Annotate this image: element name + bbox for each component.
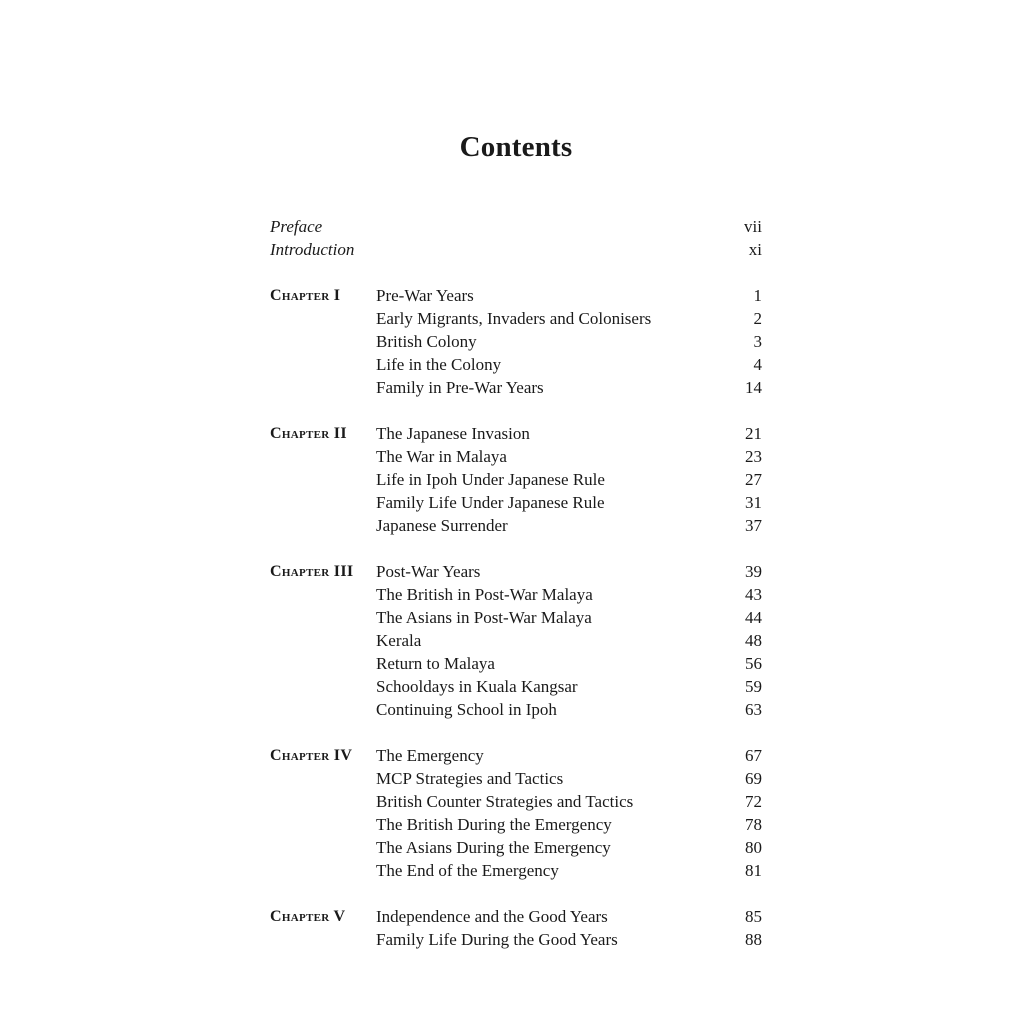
toc-row (270, 744, 762, 767)
toc-page-number: 56 (745, 654, 762, 673)
toc-row (270, 583, 762, 606)
toc-entry-title: The Asians in Post-War Malaya (376, 608, 592, 627)
chapter-label: Chapter IV (270, 747, 353, 764)
toc-row (270, 445, 762, 468)
toc-page-number: 2 (753, 309, 762, 328)
toc-front-label: Introduction (270, 240, 355, 259)
toc-row (270, 836, 762, 859)
toc-row (270, 859, 762, 882)
toc-page-number: 81 (745, 861, 762, 880)
toc-page-number: 23 (745, 447, 762, 466)
toc-row (270, 307, 762, 330)
toc-page-number: 37 (745, 516, 762, 535)
toc-page-number: xi (748, 240, 762, 259)
page-title: Contents (459, 131, 573, 163)
toc-entry-title: British Colony (376, 332, 477, 351)
toc-row (270, 353, 762, 376)
toc-page-number: 88 (745, 930, 762, 949)
table-of-contents (270, 215, 762, 951)
toc-page-number: 67 (745, 746, 762, 765)
toc-page-number: 14 (745, 378, 762, 397)
toc-row (270, 330, 762, 353)
toc-entry-title: The Japanese Invasion (376, 424, 530, 443)
toc-page-number: 69 (745, 769, 762, 788)
toc-entry-title: Family Life During the Good Years (376, 930, 618, 949)
toc-page-number: 39 (745, 562, 762, 581)
toc-page-number: 3 (753, 332, 762, 351)
toc-row (270, 491, 762, 514)
toc-page-number: 27 (745, 470, 762, 489)
toc-page-number: 78 (745, 815, 762, 834)
toc-entry-title: Family in Pre-War Years (376, 378, 544, 397)
toc-page-number: 31 (745, 493, 762, 512)
toc-entry-title: British Counter Strategies and Tactics (376, 792, 634, 811)
toc-row (270, 284, 762, 307)
toc-entry-title: The End of the Emergency (376, 861, 559, 880)
chapter-label: Chapter I (270, 287, 341, 304)
toc-entry-title: Kerala (376, 631, 422, 650)
chapter-label: Chapter II (270, 425, 347, 442)
toc-row (270, 560, 762, 583)
toc-page-number: 48 (745, 631, 762, 650)
chapter-label: Chapter V (270, 908, 346, 925)
toc-page-number: 43 (745, 585, 762, 604)
toc-entry-title: Japanese Surrender (376, 516, 508, 535)
toc-page-number: vii (744, 217, 762, 236)
toc-page-number: 1 (753, 286, 762, 305)
toc-row (270, 698, 762, 721)
toc-row (270, 813, 762, 836)
toc-entry-title: Return to Malaya (376, 654, 495, 673)
toc-row (270, 606, 762, 629)
toc-row (270, 652, 762, 675)
toc-row (270, 422, 762, 445)
toc-page-number: 4 (753, 355, 762, 374)
toc-page-number: 80 (745, 838, 762, 857)
toc-entry-title: The British During the Emergency (376, 815, 612, 834)
toc-row (270, 675, 762, 698)
toc-page-number: 59 (745, 677, 762, 696)
toc-entry-title: The Asians During the Emergency (376, 838, 611, 857)
toc-entry-title: Early Migrants, Invaders and Colonisers (376, 309, 652, 328)
toc-page-number: 21 (745, 424, 762, 443)
toc-front-label: Preface (270, 217, 323, 236)
toc-entry-title: The Emergency (376, 746, 484, 765)
toc-entry-title: Family Life Under Japanese Rule (376, 493, 605, 512)
toc-row (270, 905, 762, 928)
toc-row (270, 767, 762, 790)
toc-entry-title: Continuing School in Ipoh (376, 700, 557, 719)
toc-entry-title: The British in Post-War Malaya (376, 585, 593, 604)
toc-front-introduction (270, 238, 762, 261)
toc-entry-title: Life in Ipoh Under Japanese Rule (376, 470, 605, 489)
toc-front-preface (270, 215, 762, 238)
toc-row (270, 376, 762, 399)
toc-entry-title: Life in the Colony (376, 355, 502, 374)
toc-row (270, 928, 762, 951)
toc-page-number: 72 (745, 792, 762, 811)
toc-page-number: 63 (745, 700, 762, 719)
toc-entry-title: MCP Strategies and Tactics (376, 769, 564, 788)
toc-entry-title: Independence and the Good Years (376, 907, 608, 926)
toc-entry-title: Schooldays in Kuala Kangsar (376, 677, 578, 696)
toc-row (270, 468, 762, 491)
toc-page-number: 44 (745, 608, 762, 627)
toc-row (270, 514, 762, 537)
chapter-label: Chapter III (270, 563, 354, 580)
toc-entry-title: The War in Malaya (376, 447, 507, 466)
toc-page-number: 85 (745, 907, 762, 926)
toc-entry-title: Pre-War Years (376, 286, 474, 305)
toc-row (270, 629, 762, 652)
toc-entry-title: Post-War Years (376, 562, 481, 581)
toc-row (270, 790, 762, 813)
